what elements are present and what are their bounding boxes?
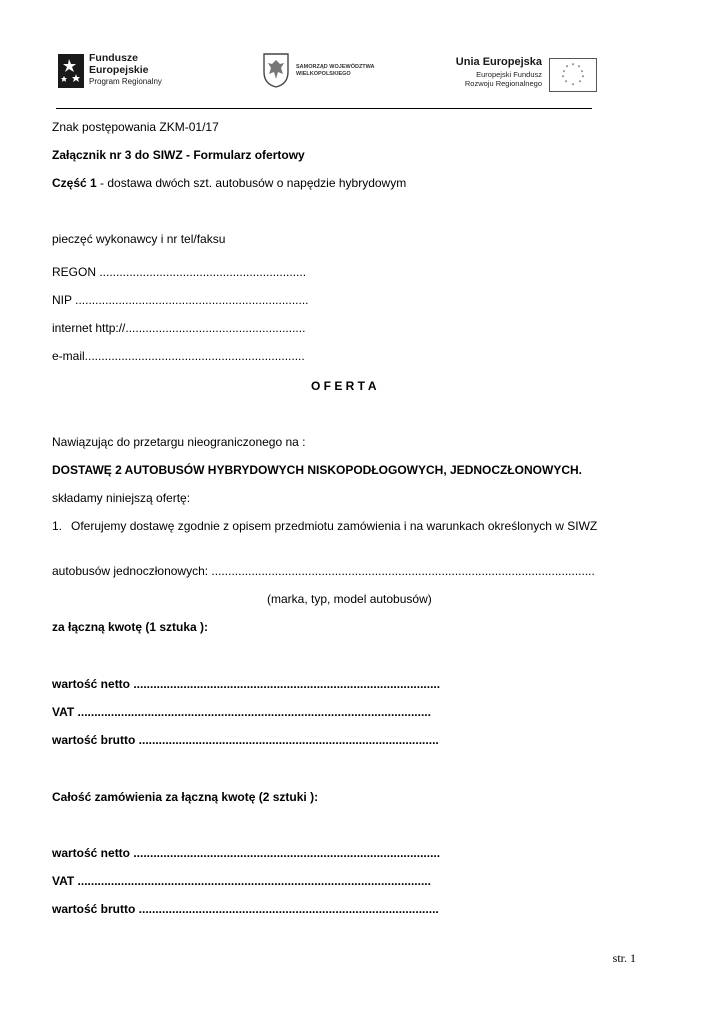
svg-text:*: * [562, 70, 566, 76]
eagle-crest-icon [262, 52, 290, 88]
fe-star-icon [56, 52, 86, 90]
vat-1: VAT .......................................................................................................... [52, 705, 431, 719]
unit-price-label: za łączną kwotę (1 sztuka ): [52, 620, 209, 634]
item-text: Oferujemy dostawę zgodnie z opisem przedmiotu zamówienia i na warunkach określonych w SIWZ [71, 519, 598, 533]
eu-flag-icon [549, 58, 597, 92]
fe-logo-text [89, 52, 162, 87]
svg-text:*: * [581, 75, 585, 81]
email-field: e-mail.................................................................. [52, 349, 305, 363]
gross-value-1: wartość brutto .......................................................................................... [52, 733, 439, 747]
part-description [52, 176, 406, 190]
eu-subtitle [442, 70, 542, 88]
fe-line2: Europejskie [89, 64, 149, 76]
part-text: - dostawa dwóch szt. autobusów o napędzie hybrydowym [96, 176, 407, 190]
svg-text:*: * [578, 80, 582, 86]
item-number: 1. [52, 519, 63, 533]
submit-text: składamy niniejszą ofertę: [52, 491, 191, 505]
internet-field: internet http://...................................................... [52, 321, 306, 335]
part-number: Część 1 [52, 176, 97, 190]
net-value-1: wartość netto ............................................................................................ [52, 677, 441, 691]
fe-line3: Program Regionalny [89, 77, 162, 86]
total-price-label: Całość zamówienia za łączną kwotę (2 sztuki ): [52, 790, 319, 804]
eu-line1: Europejski Fundusz [476, 70, 542, 79]
header-logos [56, 44, 592, 100]
intro-text: Nawiązując do przetargu nieograniczonego na : [52, 435, 306, 449]
wlkp-line1: SAMORZĄD WOJEWÓDZTWA [296, 64, 375, 70]
wlkp-line2: WIELKOPOLSKIEGO [296, 71, 351, 77]
brand-note: (marka, typ, model autobusów) [267, 592, 432, 606]
gross-value-2: wartość brutto .......................................................................................... [52, 902, 439, 916]
contractor-stamp-label: pieczęć wykonawcy i nr tel/faksu [52, 232, 226, 246]
procedure-reference: Znak postępowania ZKM-01/17 [52, 120, 219, 134]
page-number: str. 1 [612, 951, 636, 965]
net-value-2: wartość netto ............................................................................................ [52, 846, 441, 860]
svg-text:*: * [561, 75, 565, 81]
vat-2: VAT .......................................................................................................... [52, 874, 431, 888]
nip-field: NIP ...................................................................... [52, 293, 309, 307]
svg-text:*: * [571, 63, 575, 69]
regon-field: REGON .............................................................. [52, 265, 307, 279]
eu-line2: Rozwoju Regionalnego [464, 79, 542, 88]
eu-title: Unia Europejska [455, 56, 542, 68]
wlkp-logo-text [296, 64, 375, 78]
offer-title: O F E R T A [311, 379, 377, 393]
svg-text:*: * [565, 65, 569, 71]
header-divider [56, 108, 592, 109]
svg-text:*: * [564, 80, 568, 86]
svg-text:*: * [580, 70, 584, 76]
fe-line1: Fundusze [89, 52, 138, 64]
buses-field: autobusów jednoczłonowych: ................................................................................................................... [52, 564, 595, 578]
list-item [52, 519, 597, 533]
svg-text:*: * [571, 83, 575, 89]
subject-heading: DOSTAWĘ 2 AUTOBUSÓW HYBRYDOWYCH NISKOPODŁOGOWYCH, JEDNOCZŁONOWYCH. [52, 463, 583, 477]
svg-text:*: * [577, 65, 581, 71]
annex-title: Załącznik nr 3 do SIWZ - Formularz ofertowy [52, 148, 305, 162]
